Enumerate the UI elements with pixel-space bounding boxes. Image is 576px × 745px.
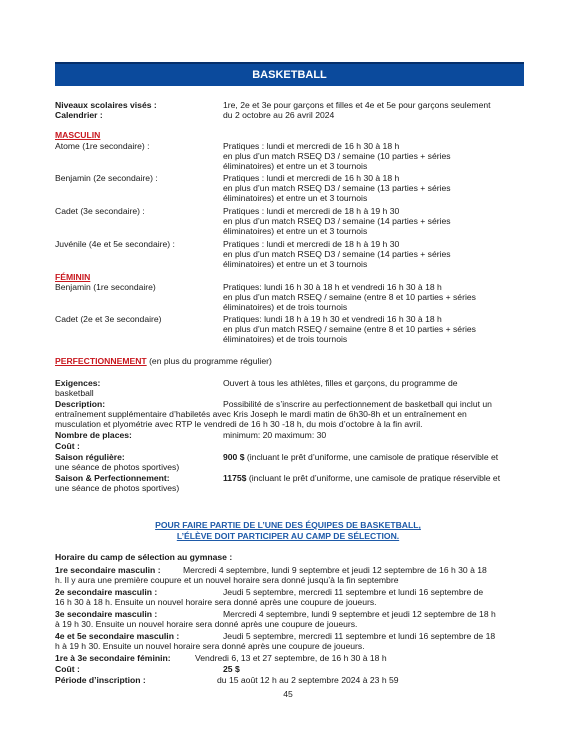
- places-label: Nombre de places:: [55, 430, 132, 440]
- team-line: Pratiques : lundi et mercredi de 16 h 30 à 18 h: [223, 141, 400, 151]
- camp-row-label: 3e secondaire masculin :: [55, 609, 158, 619]
- desc-value-cont: musculation et plyométrie avec RTP le vendredi de 16 h 30 -18 h, du mois d’octobre à la fin avril.: [55, 419, 423, 429]
- team-line: en plus d’un match RSEQ D3 / semaine (14 parties + séries: [223, 249, 451, 259]
- banner-title: BASKETBALL: [252, 69, 327, 81]
- team-name: Cadet (3e secondaire) :: [55, 206, 145, 216]
- team-line: en plus d’un match RSEQ D3 / semaine (13 parties + séries: [223, 183, 451, 193]
- desc-value: Possibilité de s’inscrire au perfectionnement de basketball qui inclut un: [223, 399, 492, 409]
- season-value-cont: une séance de photos sportives): [55, 462, 180, 472]
- team-line: Pratiques : lundi et mercredi de 18 h à 19 h 30: [223, 239, 400, 249]
- camp-row-value: Mercredi 4 septembre, lundi 9 septembre et jeudi 12 septembre de 16 h 30 à 18: [183, 565, 487, 575]
- desc-label: Description:: [55, 399, 106, 409]
- season-value: (incluant le prêt d’uniforme, une camisole de pratique réservible et: [246, 452, 499, 462]
- camp-row-value-cont: h. Il y aura une première coupure et un nouvel horaire sera donné jusqu’à la fin septembre: [55, 575, 399, 585]
- notice-line1: POUR FAIRE PARTIE DE L’UNE DES ÉQUIPES DE BASKETBALL,: [155, 520, 421, 530]
- camp-row-value: Vendredi 6, 13 et 27 septembre, de 16 h 30 à 18 h: [195, 653, 387, 663]
- team-line: en plus d’un match RSEQ D3 / semaine (10 parties + séries: [223, 151, 451, 161]
- req-value: Ouvert à tous les athlètes, filles et garçons, du programme de: [223, 378, 458, 388]
- sp-value-row: [223, 473, 500, 484]
- notice-line2: L’ÉLÈVE DOIT PARTICIPER AU CAMP DE SÉLECTION.: [176, 531, 400, 541]
- team-line: éliminatoires) et entre un et 3 tournois: [223, 161, 368, 171]
- team-line: éliminatoires) et entre un et 3 tournois: [223, 226, 368, 236]
- camp-row-value: Jeudi 5 septembre, mercredi 11 septembre et lundi 16 septembre de 18: [223, 631, 496, 641]
- team-line: éliminatoires) et entre un et 3 tournois: [223, 193, 368, 203]
- team-line: Pratiques: lundi 18 h à 19 h 30 et vendredi 16 h 30 à 18 h: [223, 314, 442, 324]
- perf-heading-row: [55, 356, 272, 367]
- levels-label: Niveaux scolaires visés :: [55, 100, 157, 110]
- camp-row-value-cont: à 19 h 30. Ensuite un nouvel horaire sera donné après une coupure de joueurs.: [55, 619, 358, 629]
- season-price: 900 $: [223, 452, 245, 462]
- perf-heading-note: (en plus du programme régulier): [149, 356, 272, 366]
- team-line: Pratiques : lundi et mercredi de 16 h 30 à 18 h: [223, 173, 400, 183]
- team-line: Pratiques : lundi et mercredi de 18 h à 19 h 30: [223, 206, 400, 216]
- camp-row-value-cont: h à 19 h 30. Ensuite un nouvel horaire sera donné après une coupure de joueurs.: [55, 641, 365, 651]
- camp-row-label: 4e et 5e secondaire masculin :: [55, 631, 180, 641]
- camp-cost-label: Coût :: [55, 664, 80, 674]
- season-label: Saison régulière:: [55, 452, 125, 462]
- calendar-label: Calendrier :: [55, 110, 103, 120]
- team-name: Benjamin (1re secondaire): [55, 282, 156, 292]
- camp-row-value-cont: 16 h 30 à 18 h. Ensuite un nouvel horaire sera donné après une coupure de joueurs.: [55, 597, 377, 607]
- period-value: du 15 août 12 h au 2 septembre 2024 à 23 h 59: [217, 675, 399, 685]
- team-name: Cadet (2e et 3e secondaire): [55, 314, 162, 324]
- calendar-value: du 2 octobre au 26 avril 2024: [223, 110, 335, 120]
- season-value-row: [223, 452, 498, 463]
- desc-value-cont: entraînement supplémentaire d’habiletés avec Kris Joseph le mardi matin de 6h30-8h et un entraînement en: [55, 409, 467, 419]
- team-line: en plus d’un match RSEQ / semaine (entre 8 et 10 parties + séries: [223, 324, 476, 334]
- req-value-cont: basketball: [55, 388, 94, 398]
- masculin-heading: MASCULIN: [55, 130, 101, 140]
- places-value: minimum: 20 maximum: 30: [223, 430, 327, 440]
- cost-label: Coût :: [55, 441, 80, 451]
- team-name: Juvénile (4e et 5e secondaire) :: [55, 239, 175, 249]
- team-name: Benjamin (2e secondaire) :: [55, 173, 158, 183]
- team-line: éliminatoires) et entre un et 3 tournois: [223, 259, 368, 269]
- camp-row-label: 2e secondaire masculin :: [55, 587, 158, 597]
- team-line: en plus d’un match RSEQ / semaine (entre 8 et 10 parties + séries: [223, 292, 476, 302]
- camp-row-value: Mercredi 4 septembre, lundi 9 septembre et jeudi 12 septembre de 18 h: [223, 609, 496, 619]
- team-line: éliminatoires) et de trois tournois: [223, 302, 348, 312]
- team-line: Pratiques: lundi 16 h 30 à 18 h et vendredi 16 h 30 à 18 h: [223, 282, 442, 292]
- camp-row-label: 1re secondaire masculin :: [55, 565, 161, 575]
- perf-heading: PERFECTIONNEMENT: [55, 356, 147, 366]
- feminin-heading: FÉMININ: [55, 272, 91, 282]
- sp-value-cont: une séance de photos sportives): [55, 483, 180, 493]
- camp-row-value: Jeudi 5 septembre, mercredi 11 septembre et lundi 16 septembre de: [223, 587, 484, 597]
- camp-row-label: 1re à 3e secondaire féminin:: [55, 653, 171, 663]
- camp-cost-value: 25 $: [223, 664, 240, 674]
- period-label: Période d’inscription :: [55, 675, 146, 685]
- page-number: 45: [283, 689, 293, 699]
- section-banner: [55, 62, 524, 86]
- team-line: éliminatoires) et de trois tournois: [223, 334, 348, 344]
- levels-value: 1re, 2e et 3e pour garçons et filles et 4e et 5e pour garçons seulement: [223, 100, 491, 110]
- sp-price: 1175$: [223, 473, 247, 483]
- req-label: Exigences:: [55, 378, 101, 388]
- sp-value: (incluant le prêt d’uniforme, une camisole de pratique réservible et: [248, 473, 501, 483]
- sp-label: Saison & Perfectionnement:: [55, 473, 170, 483]
- team-line: en plus d’un match RSEQ D3 / semaine (14 parties + séries: [223, 216, 451, 226]
- team-name: Atome (1re secondaire) :: [55, 141, 150, 151]
- camp-heading: Horaire du camp de sélection au gymnase :: [55, 552, 233, 562]
